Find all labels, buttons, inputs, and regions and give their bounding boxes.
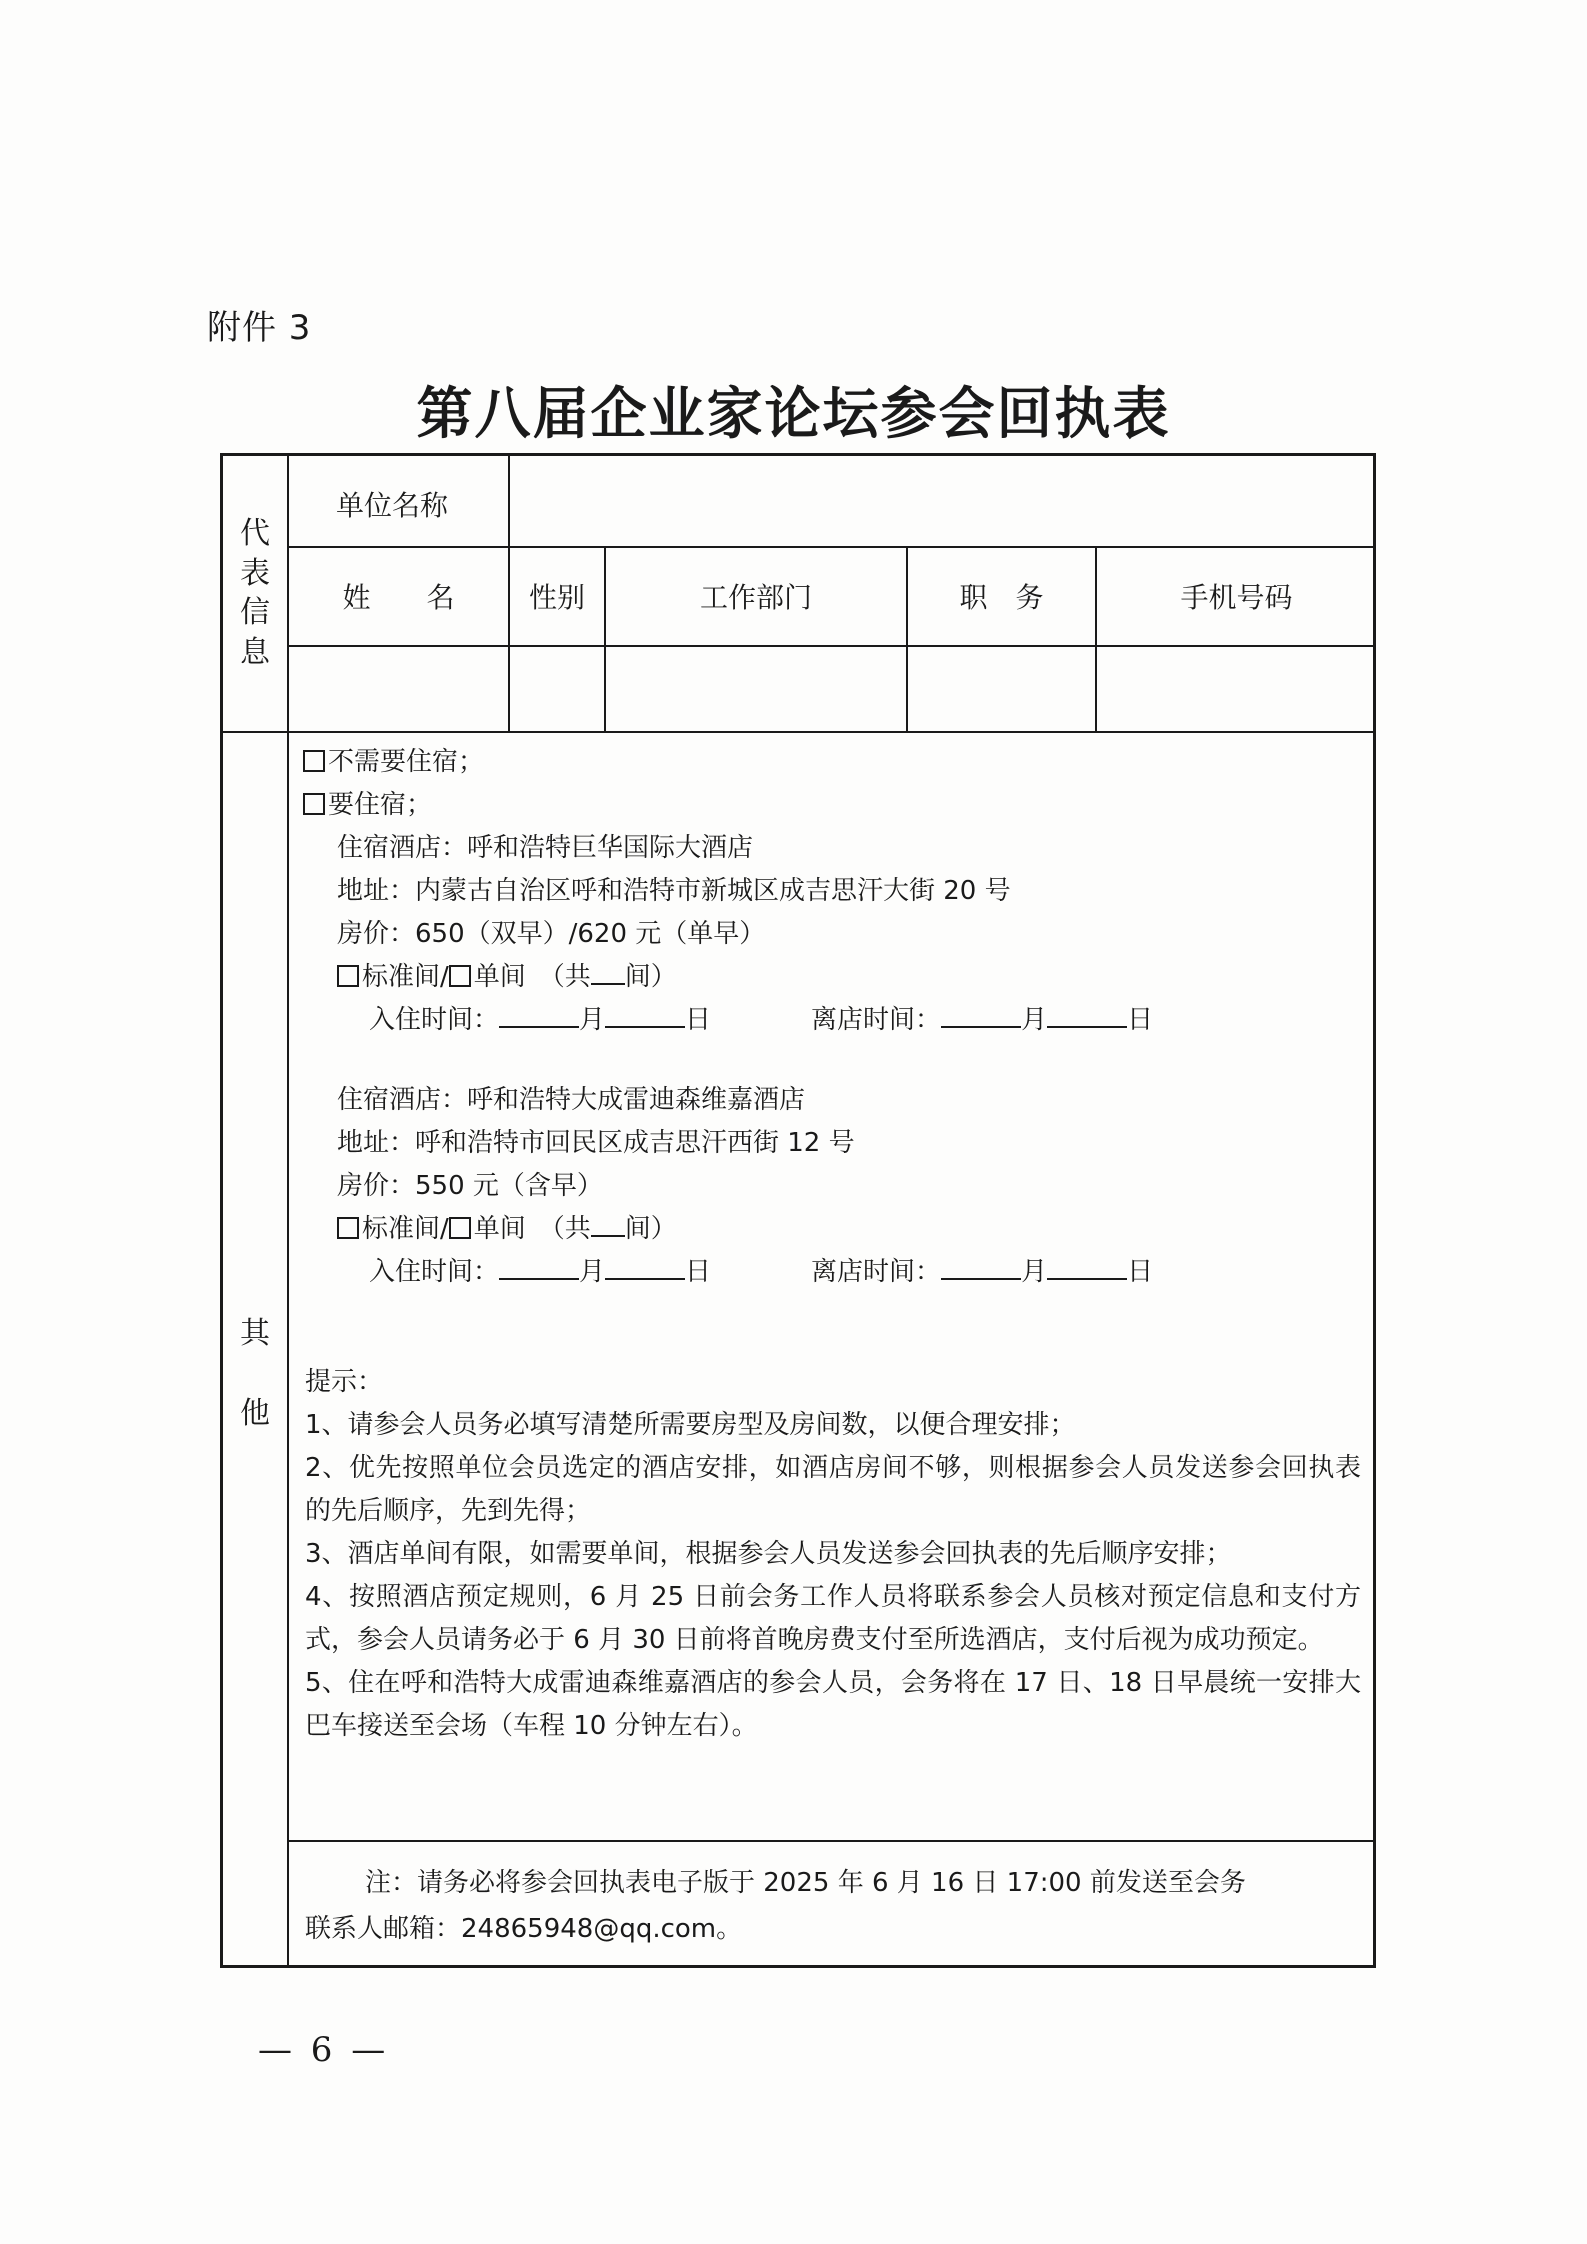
label-char: 信 [240, 595, 270, 631]
column-header-department: 工作部门 [699, 581, 812, 614]
room-count-field[interactable] [591, 1209, 625, 1237]
checkin-month-field[interactable] [499, 1000, 579, 1028]
row-divider [289, 1840, 1376, 1842]
checkin-label: 入住时间： [369, 1257, 500, 1287]
row-divider [289, 546, 1376, 548]
month-label: 月 [1021, 1005, 1048, 1035]
tip-item: 5、住在呼和浩特大成雷迪森维嘉酒店的参会人员，会务将在 17 日、18 日早晨统一安排大巴车接送至会场（车程 10 分钟左右）。 [305, 1668, 1361, 1741]
hotel2-price: 房价：550 元（含早） [337, 1171, 603, 1201]
label-char: 表 [240, 555, 270, 591]
label-char: 他 [240, 1396, 270, 1431]
registration-form-table [220, 453, 1376, 1968]
checkout-label: 离店时间： [811, 1257, 942, 1287]
label-char: 代 [240, 516, 270, 551]
tips-block [305, 1361, 1361, 1748]
room-end-label: 间） [624, 962, 677, 992]
option-stay[interactable] [303, 784, 1153, 827]
department-field[interactable] [609, 656, 903, 722]
checkout-day-field[interactable] [1047, 1252, 1127, 1280]
checkbox-icon[interactable] [449, 965, 471, 987]
label-char: 息 [240, 634, 270, 670]
checkbox-icon[interactable] [303, 750, 325, 772]
column-divider [1095, 546, 1097, 731]
day-label: 日 [685, 1005, 712, 1035]
option-no-stay[interactable] [303, 741, 1153, 784]
tip-item: 4、按照酒店预定规则，6 月 25 日前会务工作人员将联系参会人员核对预定信息和支付方式，参会人员请务必于 6 月 30 日前将首晚房费支付至所选酒店，支付后视为成功预定。 [305, 1582, 1361, 1655]
tip-item: 2、优先按照单位会员选定的酒店安排，如酒店房间不够，则根据参会人员发送参会回执表的先后顺序，先到先得； [305, 1453, 1361, 1526]
column-divider [604, 546, 606, 731]
room-count-field[interactable] [591, 957, 625, 985]
attachment-label: 附件 3 [207, 308, 312, 348]
hotel2-dates [303, 1251, 1153, 1294]
unit-name-field[interactable] [523, 484, 1363, 524]
hotel2-address: 地址：呼和浩特市回民区成吉思汗西街 12 号 [337, 1128, 855, 1158]
note-line-2: 联系人邮箱：24865948@qq.com。 [305, 1914, 743, 1944]
column-divider [906, 546, 908, 731]
page-title: 第八届企业家论坛参会回执表 [416, 381, 1171, 447]
day-label: 日 [685, 1257, 712, 1287]
row-divider [289, 645, 1376, 647]
label-column-divider [287, 456, 289, 1968]
checkbox-icon[interactable] [449, 1217, 471, 1239]
hotel1-address: 地址：内蒙古自治区呼和浩特市新城区成吉思汗大街 20 号 [337, 876, 1011, 906]
checkout-month-field[interactable] [941, 1252, 1021, 1280]
hotel1-name: 住宿酒店：呼和浩特巨华国际大酒店 [337, 833, 754, 863]
day-label: 日 [1127, 1257, 1154, 1287]
position-field[interactable] [911, 656, 1092, 722]
name-field[interactable] [293, 656, 503, 722]
day-label: 日 [1127, 1005, 1154, 1035]
month-label: 月 [579, 1257, 606, 1287]
checkin-day-field[interactable] [605, 1000, 685, 1028]
tips-heading: 提示： [305, 1367, 384, 1397]
room-standard-label: 标准间/ [362, 1214, 449, 1244]
column-header-name: 姓 名 [342, 581, 455, 614]
checkin-day-field[interactable] [605, 1252, 685, 1280]
label-char: 其 [240, 1316, 270, 1351]
column-header-position: 职 务 [959, 581, 1044, 614]
hotel2-name: 住宿酒店：呼和浩特大成雷迪森维嘉酒店 [337, 1085, 806, 1115]
hotel1-room-type [303, 956, 1153, 999]
option-stay-label: 要住宿； [328, 790, 433, 820]
other-section-label [237, 1294, 273, 1454]
gender-field[interactable] [513, 656, 601, 722]
month-label: 月 [1021, 1257, 1048, 1287]
room-end-label: 间） [624, 1214, 677, 1244]
checkbox-icon[interactable] [303, 793, 325, 815]
tip-item: 3、酒店单间有限，如需要单间，根据参会人员发送参会回执表的先后顺序安排； [305, 1539, 1232, 1569]
section-divider [223, 731, 289, 733]
row-divider [289, 731, 1376, 733]
hotel2-room-type [303, 1208, 1153, 1251]
checkin-month-field[interactable] [499, 1252, 579, 1280]
checkout-label: 离店时间： [811, 1005, 942, 1035]
accommodation-block [303, 741, 1153, 1294]
checkout-month-field[interactable] [941, 1000, 1021, 1028]
checkout-day-field[interactable] [1047, 1000, 1127, 1028]
month-label: 月 [579, 1005, 606, 1035]
tip-item: 1、请参会人员务必填写清楚所需要房型及房间数，以便合理安排； [305, 1410, 1076, 1440]
column-header-phone: 手机号码 [1180, 581, 1293, 614]
option-no-stay-label: 不需要住宿； [328, 747, 485, 777]
submission-note [305, 1860, 1375, 1952]
room-standard-label: 标准间/ [362, 962, 449, 992]
representative-info-label [237, 514, 273, 672]
room-single-label: 单间 （共 [473, 962, 591, 992]
phone-field[interactable] [1100, 656, 1372, 722]
hotel1-dates [303, 999, 1153, 1042]
checkbox-icon[interactable] [337, 965, 359, 987]
page-number: — 6 — [258, 2030, 390, 2070]
checkin-label: 入住时间： [369, 1005, 500, 1035]
column-header-gender: 性别 [528, 581, 585, 614]
note-line-1: 注：请务必将参会回执表电子版于 2025 年 6 月 16 日 17:00 前发送至会务 [365, 1868, 1246, 1898]
room-single-label: 单间 （共 [473, 1214, 591, 1244]
unit-name-label: 单位名称 [336, 489, 449, 522]
checkbox-icon[interactable] [337, 1217, 359, 1239]
hotel1-price: 房价：650（双早）/620 元（单早） [337, 919, 766, 949]
